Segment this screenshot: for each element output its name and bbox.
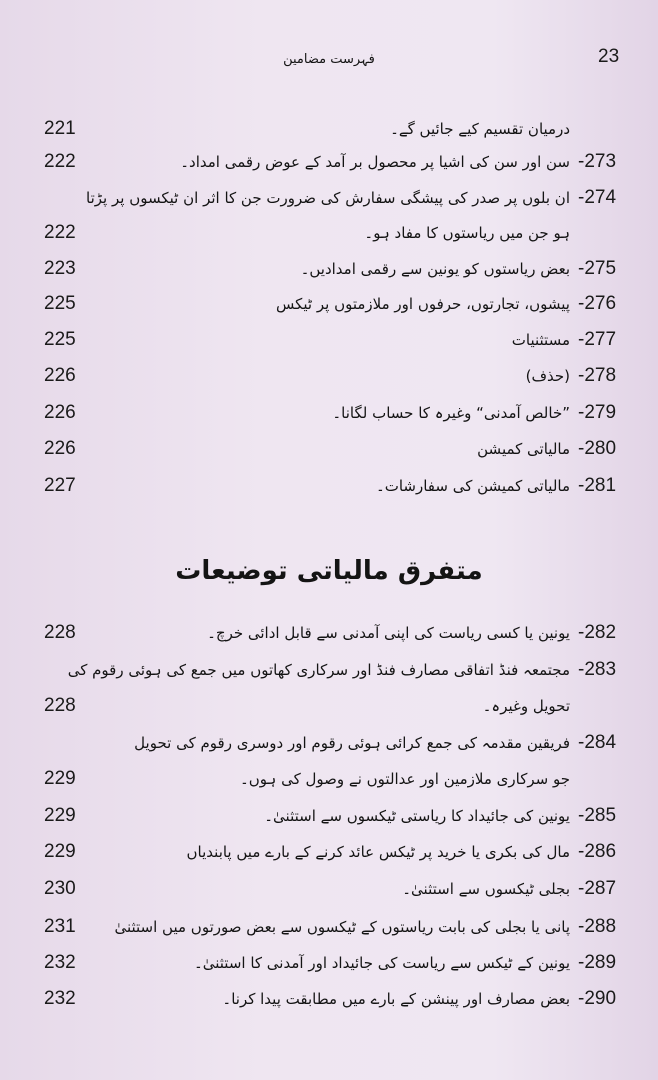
entry-text: مجتمعہ فنڈ اتفاقی مصارف فنڈ اور سرکاری کھاتوں میں جمع کی ہوئی رقوم کی xyxy=(67,661,570,679)
page-number: 23 xyxy=(598,46,620,67)
entry-number: -285 xyxy=(578,805,617,826)
entry-number: -283 xyxy=(578,659,617,680)
entry-page: 222 xyxy=(44,151,76,172)
toc-entry xyxy=(0,183,658,213)
entry-text: فریقین مقدمہ کی جمع کرائی ہوئی رقوم اور دوسری رقوم کی تحویل xyxy=(134,734,570,752)
toc-entry xyxy=(0,398,658,428)
entry-page: 226 xyxy=(44,402,76,423)
entry-number: -273 xyxy=(578,151,617,172)
toc-entry xyxy=(0,254,658,284)
entry-number: -276 xyxy=(578,293,617,314)
toc-entry xyxy=(0,728,658,758)
entry-number: -284 xyxy=(578,732,617,753)
toc-entry xyxy=(0,114,658,144)
toc-entry xyxy=(0,218,658,248)
entry-number: -286 xyxy=(578,841,617,862)
entry-text: بعض مصارف اور پینشن کے بارے میں مطابقت پیدا کرنا۔ xyxy=(222,990,570,1008)
entry-number: -279 xyxy=(578,402,617,423)
entry-number: -289 xyxy=(578,952,617,973)
toc-entry xyxy=(0,764,658,794)
entry-text: ان بلوں پر صدر کی پیشگی سفارش کی ضرورت جن کا اثر ان ٹیکسوں پر پڑتا xyxy=(86,189,570,207)
entry-text: یونین کے ٹیکس سے ریاست کی جائیداد اور آمدنی کا استثنیٰ۔ xyxy=(193,954,570,972)
entry-page: 229 xyxy=(44,805,76,826)
entry-number: -275 xyxy=(578,258,617,279)
entry-number: -277 xyxy=(578,329,617,350)
entry-page: 229 xyxy=(44,768,76,789)
entry-number: -281 xyxy=(578,475,617,496)
entry-page: 226 xyxy=(44,365,76,386)
entry-text: تحویل وغیرہ۔ xyxy=(482,697,570,715)
entry-page: 226 xyxy=(44,438,76,459)
toc-entry xyxy=(0,912,658,942)
entry-text: یونین یا کسی ریاست کی اپنی آمدنی سے قابل ادائی خرچ۔ xyxy=(207,624,570,642)
toc-entry xyxy=(0,837,658,867)
entry-page: 228 xyxy=(44,695,76,716)
toc-entry xyxy=(0,471,658,501)
entry-page: 232 xyxy=(44,952,76,973)
entry-text: جو سرکاری ملازمین اور عدالتوں نے وصول کی ہوں۔ xyxy=(240,770,570,788)
entry-number: -282 xyxy=(578,622,617,643)
entry-page: 229 xyxy=(44,841,76,862)
entry-text: مالیاتی کمیشن کی سفارشات۔ xyxy=(375,477,570,495)
entry-page: 227 xyxy=(44,475,76,496)
toc-entry xyxy=(0,361,658,391)
running-title: فہرست مضامین xyxy=(283,52,375,67)
entry-number: -280 xyxy=(578,438,617,459)
entry-text: بعض ریاستوں کو یونین سے رقمی امدادیں۔ xyxy=(300,260,570,278)
entry-number: -287 xyxy=(578,878,617,899)
toc-entry xyxy=(0,948,658,978)
entry-text: سن اور سن کی اشیا پر محصول بر آمد کے عوض رقمی امداد۔ xyxy=(180,153,570,171)
entry-text: ہو جن میں ریاستوں کا مفاد ہو۔ xyxy=(364,224,570,242)
entry-text: پیشوں، تجارتوں، حرفوں اور ملازمتوں پر ٹیکس xyxy=(275,295,570,313)
entry-text: یونین کی جائیداد کا ریاستی ٹیکسوں سے استثنیٰ۔ xyxy=(264,807,570,825)
entry-number: -274 xyxy=(578,187,617,208)
toc-entry xyxy=(0,984,658,1014)
entry-text: مالیاتی کمیشن xyxy=(477,440,570,458)
toc-entry xyxy=(0,655,658,685)
toc-entry xyxy=(0,874,658,904)
entry-number: -288 xyxy=(578,916,617,937)
entry-text: مستثنیات xyxy=(511,331,570,349)
entry-page: 228 xyxy=(44,622,76,643)
entry-number: -290 xyxy=(578,988,617,1009)
toc-entry xyxy=(0,691,658,721)
entry-page: 225 xyxy=(44,329,76,350)
entry-page: 222 xyxy=(44,222,76,243)
entry-text: مال کی بکری یا خرید پر ٹیکس عائد کرنے کے بارے میں پابندیاں xyxy=(186,843,570,861)
entry-text: بجلی ٹیکسوں سے استثنیٰ۔ xyxy=(402,880,570,898)
toc-entry xyxy=(0,434,658,464)
entry-number: -278 xyxy=(578,365,617,386)
entry-text: (حذف) xyxy=(525,367,570,385)
toc-entry xyxy=(0,147,658,177)
entry-page: 225 xyxy=(44,293,76,314)
section-heading: متفرق مالیاتی توضیعات xyxy=(175,556,483,586)
toc-entry xyxy=(0,618,658,648)
entry-page: 223 xyxy=(44,258,76,279)
entry-page: 221 xyxy=(44,118,76,139)
toc-entry xyxy=(0,325,658,355)
toc-entry xyxy=(0,801,658,831)
entry-page: 231 xyxy=(44,916,76,937)
entry-text: ”خالص آمدنی“ وغیرہ کا حساب لگانا۔ xyxy=(332,404,570,422)
entry-text: درمیان تقسیم کیے جائیں گے۔ xyxy=(390,120,570,138)
toc-entry xyxy=(0,289,658,319)
entry-page: 232 xyxy=(44,988,76,1009)
entry-text: پانی یا بجلی کی بابت ریاستوں کے ٹیکسوں سے بعض صورتوں میں استثنیٰ xyxy=(114,918,570,936)
entry-page: 230 xyxy=(44,878,76,899)
